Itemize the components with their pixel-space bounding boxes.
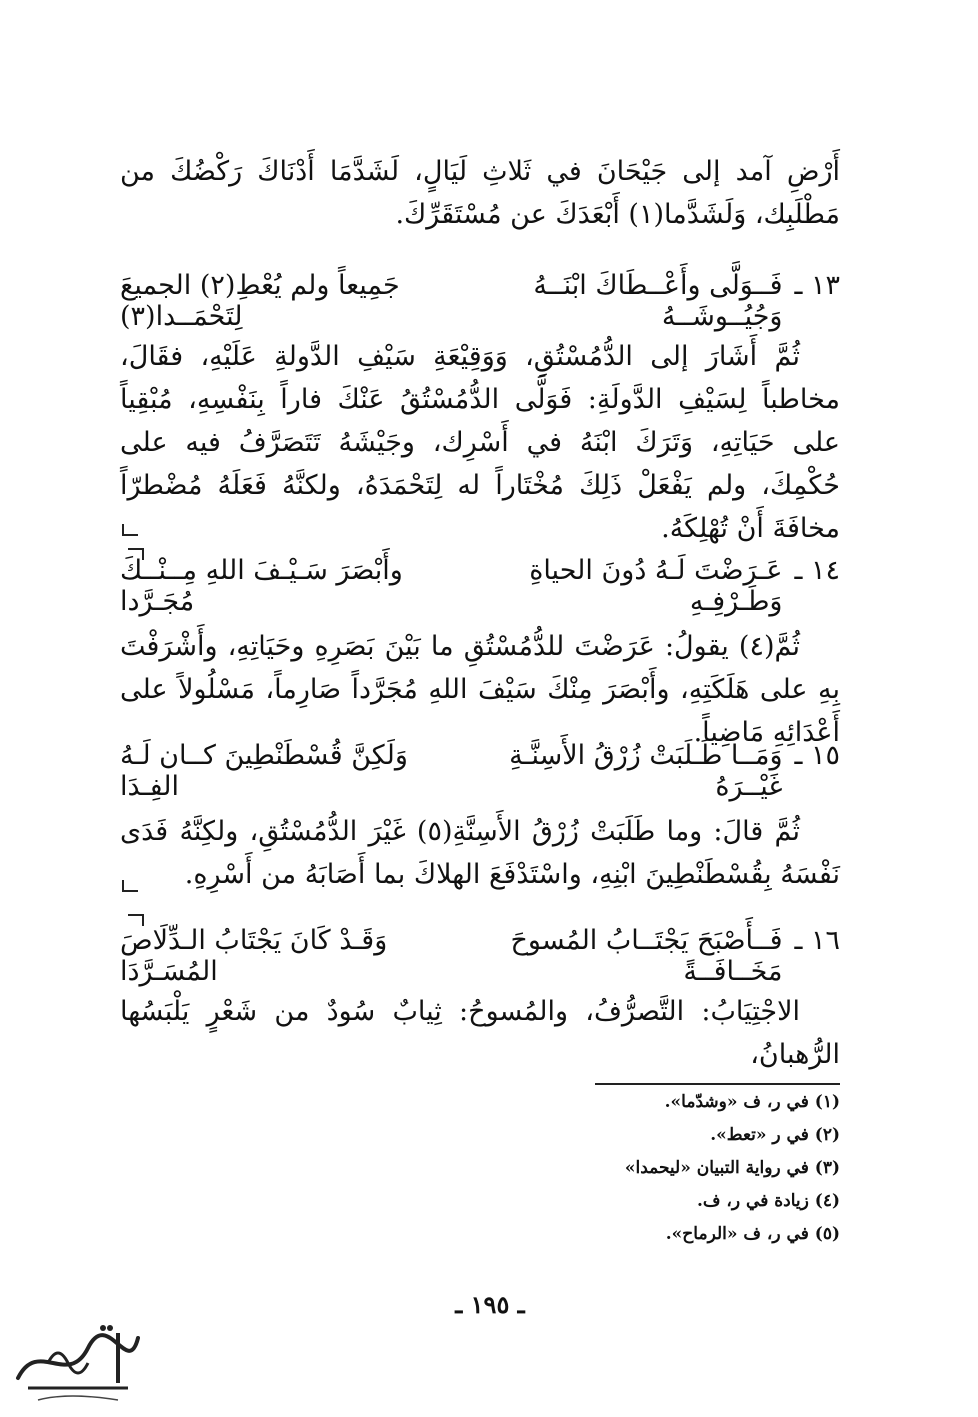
verse-16 <box>120 925 840 987</box>
verse-first-hemistich: فَــأَصْبَحَ يَجْتَــابُ المُسوحَ مَخَــافَــةً <box>510 925 783 987</box>
paragraph-1: أَرْضِ آمد إلى جَيْحَانَ في ثَلاثِ لَيَالٍ، لَشَدَّمَا أَدْنَاكَ رَكْضُكَ من مَطْلَبِك، وَلَشَدَّما(١) أَبْعَدَكَ عن مُسْتَقَرِّكَ. <box>120 156 840 230</box>
verse-second-hemistich: وَلَكِنَّ قُسْطَنْطِينَ كــان لَـهُ الفِـدَا <box>119 740 408 802</box>
footnote-4: (٤) زيادة في ر، ف. <box>696 1191 840 1211</box>
paragraph-3: ثُمَّ(٤) يقولُ: عَرَضْتَ للدُّمُسْتُقِ ما بَيْنَ بَصَرِهِ وحَيَاتِهِ، وأَشْرَفْتَ بِهِ على هَلَكَتِهِ، وأَبْصَرَ مِنْكَ سَيْفَ اللهِ مُجَرَّداً صَارِماً، مَسْلُولاً على أَعْدَائِهِ مَاضِياً. <box>120 631 840 748</box>
paragraph-5: الاجْتِيَابُ: التَّصرُّفُ، والمُسوحُ: ثِيابٌ سُودٌ من شَعْرٍ يَلْبَسُها الرُّهبانُ، <box>120 996 840 1070</box>
footnote-3: (٣) في رواية التبيان «ليحمدا» <box>624 1158 840 1178</box>
verse-second-hemistich: وأَبْصَرَ سَـيْـفَ اللهِ مِــنْــكَ مُجَـرَّدا <box>119 555 403 617</box>
verse-first-hemistich: فَــوَلَّى وأَعْــطَاكَ ابْنَــهُ وَجُيُــوشَــهُ <box>533 270 783 332</box>
paragraph-4: ثُمَّ قالَ: وما طَلَبَتْ زُرْقُ الأَسِنَّةِ(٥) غَيْرَ الدُّمُسْتُقِ، ولكِنَّهُ فَدَى نَفْسَهُ بِقُسْطَنْطِينَ ابْنِهِ، واسْتَدْفَعَ الهلاكَ بما أَصَابَهُ من أَسْرِهِ. <box>120 816 840 890</box>
footnote-divider <box>595 1083 840 1085</box>
verse-15 <box>120 740 840 802</box>
verse-13 <box>120 270 840 332</box>
footnote-5: (٥) في ر، ف «الرماح». <box>665 1224 840 1244</box>
verse-second-hemistich: جَمِيعاً ولم يُعْطِ(٢) الجميعَ لِتَحْمَــدا(٣) <box>119 270 400 332</box>
verse-first-hemistich: وَمَــا طَـلَبَتْ زُرْقُ الأَسِنَّـةِ غَيْــرَهُ <box>509 740 783 802</box>
verse-number: ١٥ ـ <box>794 740 840 771</box>
library-stamp-icon <box>8 1318 148 1408</box>
verse-14 <box>120 555 840 617</box>
footnote-2: (٢) في ر «تعط». <box>710 1125 840 1145</box>
verse-number: ١٣ ـ <box>794 270 840 301</box>
footnote-1: (١) في ر، ف «وشدّما». <box>664 1092 840 1112</box>
section-mark <box>122 524 138 536</box>
section-mark <box>122 880 138 892</box>
page-number: ـ ١٩٥ ـ <box>455 1290 525 1319</box>
verse-first-hemistich: عَـرَضْتَ لَـهُ دُونَ الحياةِ وَطَـرْفِـهِ <box>529 555 783 617</box>
verse-second-hemistich: وَقَـدْ كَانَ يَجْتَابُ الـدِّلَاصَ المُسَـرَّدَا <box>119 925 388 987</box>
verse-number: ١٦ ـ <box>794 925 840 956</box>
verse-number: ١٤ ـ <box>794 555 840 586</box>
paragraph-2: ثُمَّ أَشَارَ إلى الدُّمُسْتُقِ، وَوَقِيْعَةِ سَيْفِ الدَّولةِ عَلَيْهِ، فقَالَ، مخاطباً لِسَيْفِ الدَّولَةِ: فَوَلَّى الدُّمُسْتُقُ عَنْكَ فاراً بِنَفْسِهِ، مُبْقِياً على حَيَاتِهِ، وَتَرَكَ ابْنَهُ في أَسْرِك، وجَيْشَهُ تَتَصَرَّفُ فيه على حُكْمِكَ، ولم يَفْعَلْ ذَلِكَ مُخْتَاراً له لِتَحْمَدَهُ، ولكنَّهُ فَعَلَهُ مُضْطرّاً مخافَةَ أَنْ تُهْلِكَهُ. <box>120 341 840 544</box>
